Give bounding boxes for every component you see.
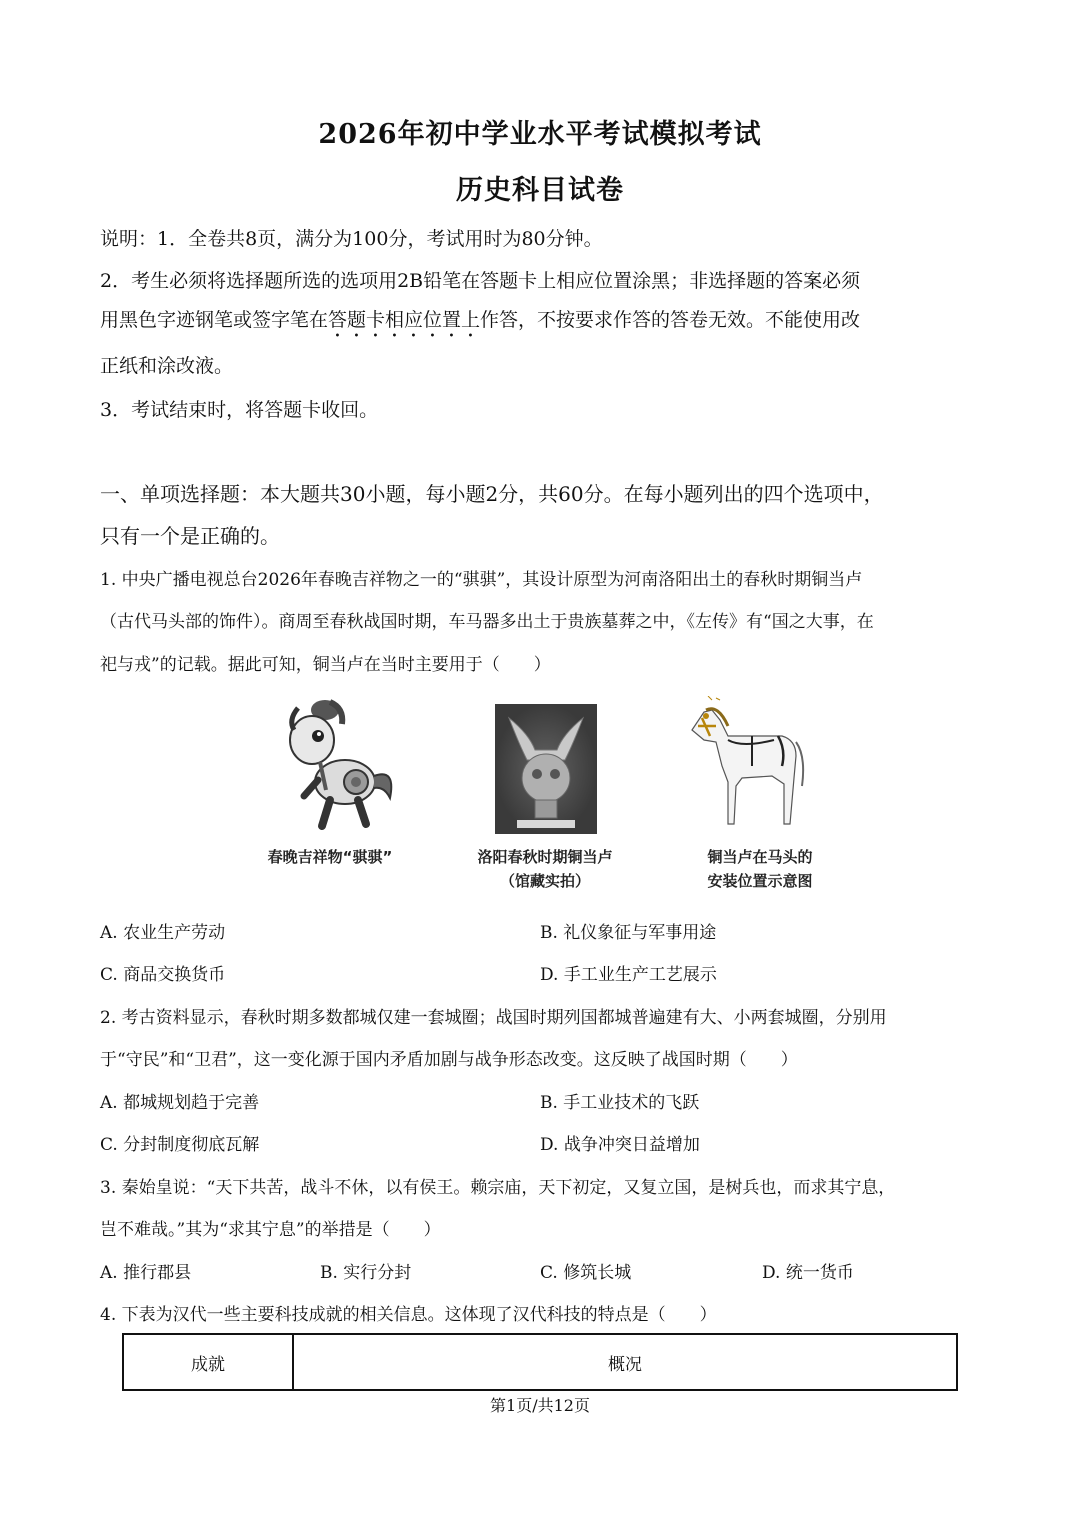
figure-caption-line-1: 铜当卢在马头的	[707, 848, 813, 866]
instruction-line-4: 正纸和涂改液。	[100, 355, 234, 377]
question-1-line-1: 1. 中央广播电视总台2026年春晚吉祥物之一的“骐骐”，其设计原型为河南洛阳出土的春秋时期铜当卢	[100, 570, 863, 590]
question-1-option-b[interactable]: B. 礼仪象征与军事用途	[540, 923, 717, 943]
table-header-row	[123, 1334, 957, 1390]
figure-horse-diagram	[660, 690, 860, 895]
question-2-option-c[interactable]: C. 分封制度彻底瓦解	[100, 1135, 260, 1155]
question-3-option-c[interactable]: C. 修筑长城	[540, 1263, 632, 1283]
question-2-option-a[interactable]: A. 都城规划趋于完善	[100, 1093, 260, 1113]
question-2-option-d[interactable]: D. 战争冲突日益增加	[540, 1135, 700, 1155]
question-2-line-1: 2. 考古资料显示，春秋时期多数都城仅建一套城圈；战国时期列国都城普遍建有大、小两套城圈，分别用	[100, 1008, 887, 1028]
question-2-option-b[interactable]: B. 手工业技术的飞跃	[540, 1093, 700, 1113]
figure-bronze-frontlet	[445, 690, 645, 895]
section-heading-line-2: 只有一个是正确的。	[100, 524, 280, 548]
figure-caption-line-2: 安装位置示意图	[707, 872, 813, 890]
question-3-line-1: 3. 秦始皇说：“天下共苦，战斗不休，以有侯王。赖宗庙，天下初定，又复立国，是树兵也，而求其宁息，	[100, 1178, 896, 1198]
question-3-line-2: 岂不难哉。”其为“求其宁息”的举措是（ ）	[100, 1220, 441, 1240]
figure-caption-line-2: （馆藏实拍）	[499, 872, 590, 890]
figure-caption: 春晚吉祥物“骐骐”	[267, 848, 393, 866]
mascot-horse-image	[270, 690, 400, 840]
exam-subtitle: 历史科目试卷	[456, 175, 624, 206]
question-4-line-1: 4. 下表为汉代一些主要科技成就的相关信息。这体现了汉代科技的特点是（ ）	[100, 1305, 717, 1325]
bronze-frontlet-photo	[495, 704, 597, 834]
question-1-line-2: （古代马头部的饰件）。商周至春秋战国时期，车马器多出土于贵族墓葬之中，《左传》有“国之大事，在	[100, 612, 874, 632]
horse-diagram-image	[682, 696, 812, 836]
question-2-line-2: 于“守民”和“卫君”，这一变化源于国内矛盾加剧与战争形态改变。这反映了战国时期（ ）	[100, 1050, 798, 1070]
question-3-option-b[interactable]: B. 实行分封	[320, 1263, 412, 1283]
question-1-option-d[interactable]: D. 手工业生产工艺展示	[540, 965, 717, 985]
instruction-line-5: 3．考试结束时，将答题卡收回。	[100, 399, 379, 421]
question-1-option-a[interactable]: A. 农业生产劳动	[100, 923, 226, 943]
figure-caption-line-1: 洛阳春秋时期铜当卢	[477, 848, 613, 866]
figure-mascot	[230, 690, 430, 895]
question-1-option-c[interactable]: C. 商品交换货币	[100, 965, 226, 985]
question-3-option-d[interactable]: D. 统一货币	[762, 1263, 854, 1283]
table-header-overview: 概况	[293, 1334, 957, 1390]
instruction-line-1: 说明：1．全卷共8页，满分为100分，考试用时为80分钟。	[100, 228, 603, 250]
exam-title: 2026年初中学业水平考试模拟考试	[318, 119, 762, 150]
instruction-line-2: 2．考生必须将选择题所选的选项用2B铅笔在答题卡上相应位置涂黑；非选择题的答案必须	[100, 270, 861, 292]
question-3-option-a[interactable]: A. 推行郡县	[100, 1263, 192, 1283]
question-1-line-3: 祀与戎”的记载。据此可知，铜当卢在当时主要用于（ ）	[100, 655, 551, 675]
section-heading-line-1: 一、单项选择题：本大题共30小题，每小题2分，共60分。在每小题列出的四个选项中，	[100, 482, 884, 506]
instruction-line-3-post: 作答，不按要求作答的答卷无效。不能使用改	[480, 309, 861, 331]
achievements-table	[122, 1333, 958, 1391]
table-header-achievement: 成就	[123, 1334, 293, 1390]
instruction-line-3-pre: 用黑色字迹钢笔或签字笔在	[100, 309, 329, 331]
instruction-emphasis: 答题卡相应位置上	[328, 309, 481, 331]
page-number: 第1页/共12页	[490, 1396, 590, 1415]
instruction-line-3	[100, 305, 990, 342]
